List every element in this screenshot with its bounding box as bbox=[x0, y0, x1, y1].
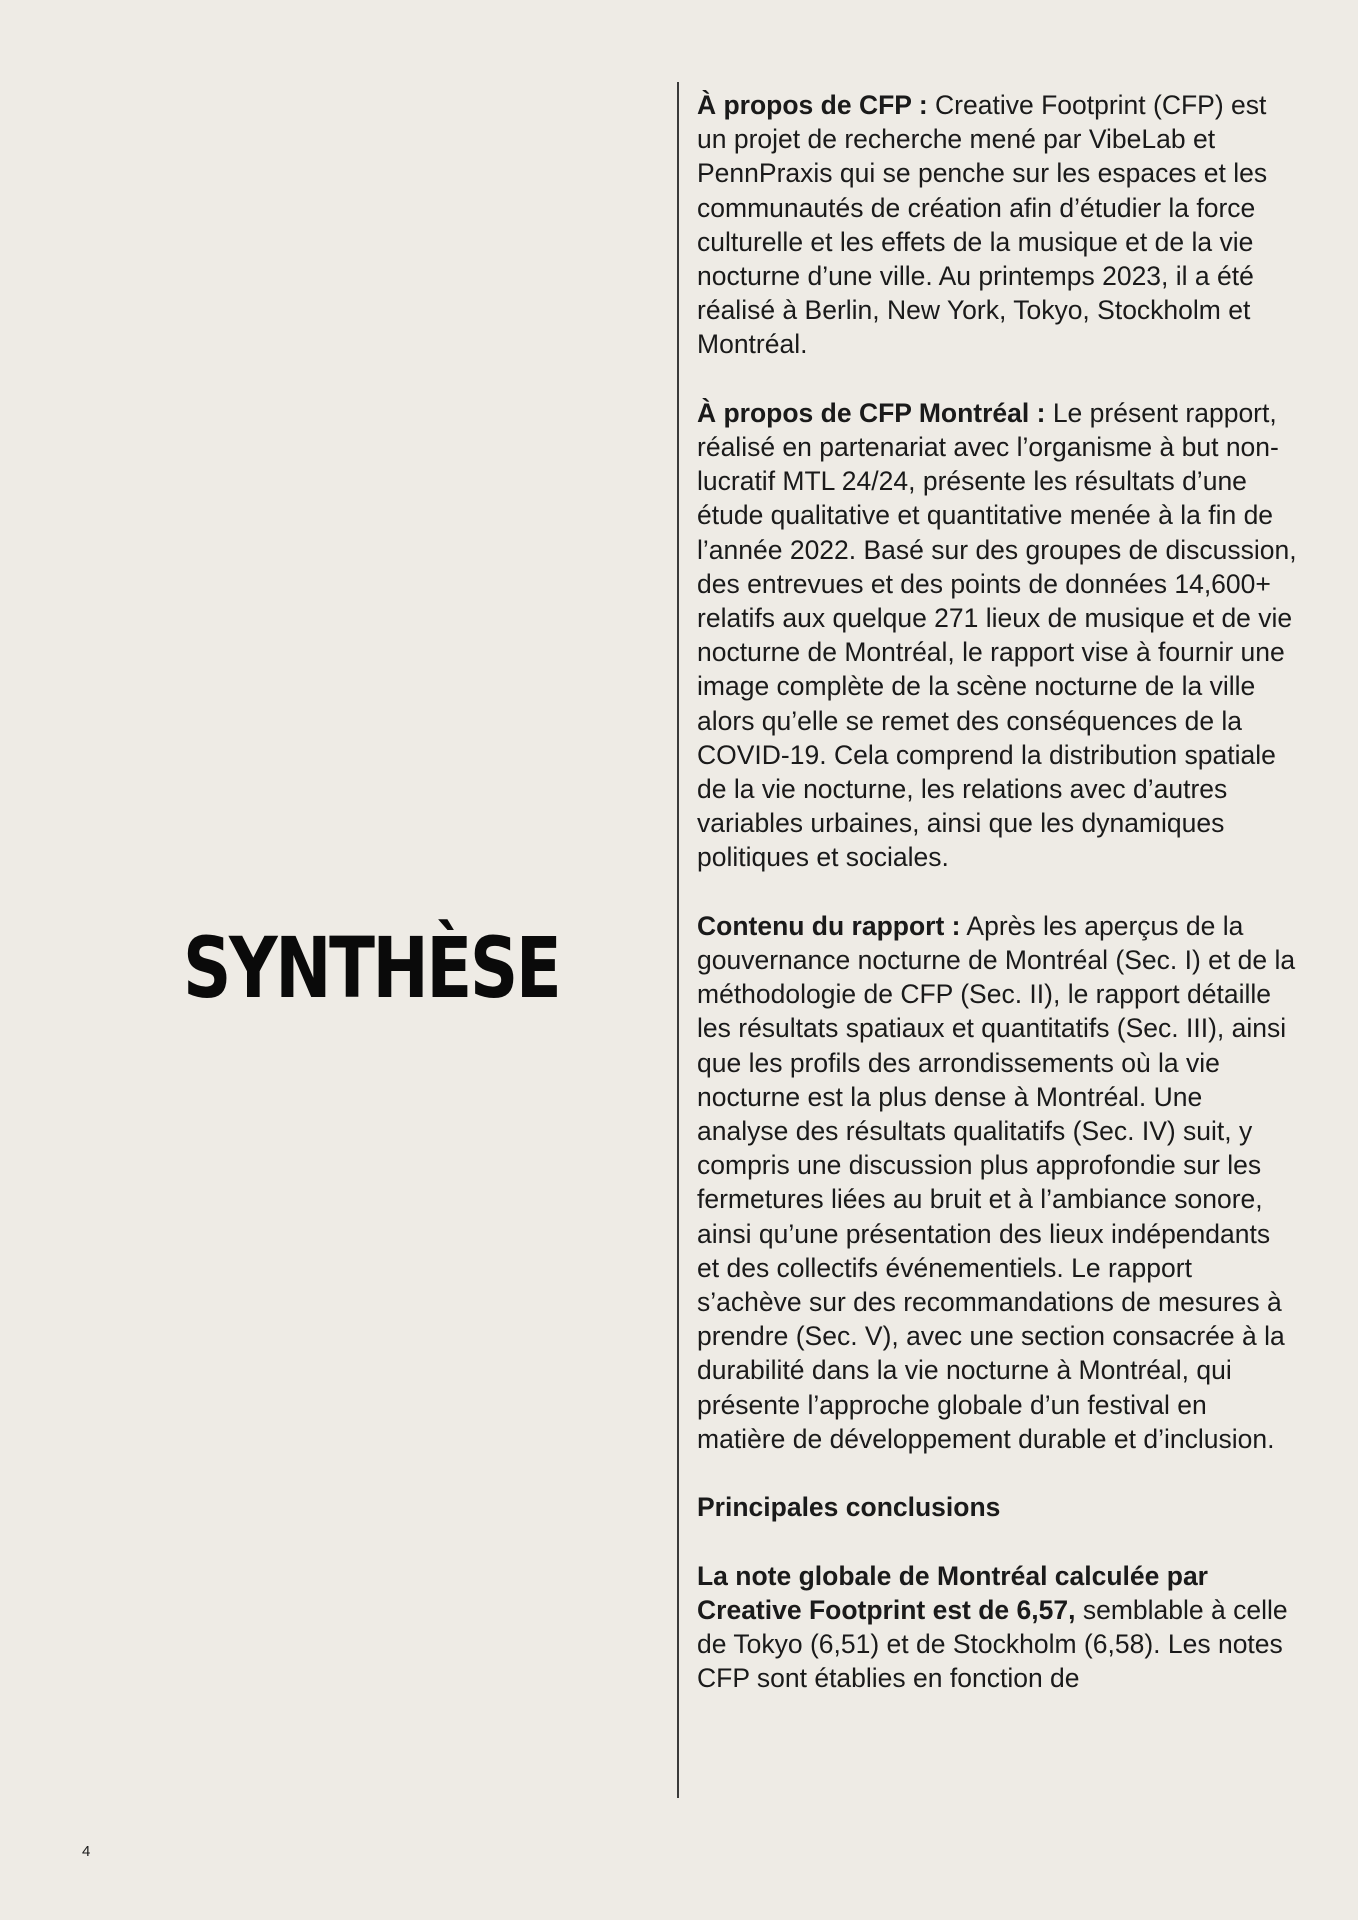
key-findings-text: semblable à celle de Tokyo (6,51) et de Stockholm (6,58). Les notes CFP sont établies en fonction de bbox=[697, 1594, 1288, 1694]
key-findings-heading-text: Principales conclusions bbox=[697, 1492, 1001, 1523]
paragraph-key-findings bbox=[697, 1559, 1297, 1696]
about-cfp-label: À propos de CFP : bbox=[697, 90, 928, 120]
vertical-divider bbox=[677, 82, 679, 1798]
about-cfp-montreal-label: À propos de CFP Montréal : bbox=[697, 397, 1046, 428]
key-findings-heading bbox=[697, 1490, 1297, 1524]
body-text-column bbox=[697, 88, 1297, 1695]
paragraph-about-cfp bbox=[697, 88, 1297, 362]
key-findings-bold: La note globale de Montréal calculée par Creative Footprint est de 6,57, bbox=[697, 1560, 1208, 1625]
paragraph-report-contents bbox=[697, 909, 1297, 1456]
page-title: SYNTHÈSE bbox=[183, 919, 560, 1017]
report-contents-label: Contenu du rapport : bbox=[697, 910, 961, 941]
paragraph-about-cfp-montreal bbox=[697, 396, 1297, 875]
page-number: 4 bbox=[82, 1843, 91, 1860]
report-contents-text: Après les aperçus de la gouvernance nocturne de Montréal (Sec. I) et de la méthodologie de CFP (Sec. II), le rapport détaille les résultats spatiaux et quantitatifs (Sec. III), ainsi que les profils des arrondissements où la vie nocturne est la plus dense à Montréal. Une analyse des résultats qualitatifs (Sec. IV) suit, y compris une discussion plus approfondie sur les fermetures liées au bruit et à l’ambiance sonore, ainsi qu’une présentation des lieux indépendants et des collectifs événementiels. Le rapport s’achève sur des recommandations de mesures à prendre (Sec. V), avec une section consacrée à la durabilité dans la vie nocturne à Montréal, qui présente l’approche globale d’un festival en matière de développement durable et d’inclusion. bbox=[697, 910, 1296, 1454]
about-cfp-text: Creative Footprint (CFP) est un projet de recherche mené par VibeLab et PennPraxis qui se penche sur les espaces et les communautés de création afin d’étudier la force culturelle et les effets de la musique et de la vie nocturne d’une ville. Au printemps 2023, il a été réalisé à Berlin, New York, Tokyo, Stockholm et Montréal. bbox=[697, 90, 1268, 360]
about-cfp-montreal-text: Le présent rapport, réalisé en partenariat avec l’organisme à but non-lucratif MTL 24/24, présente les résultats d’une étude qualitative et quantitative menée à la fin de l’année 2022. Basé sur des groupes de discussion, des entrevues et des points de données 14,600+ relatifs aux quelque 271 lieux de musique et de vie nocturne de Montréal, le rapport vise à fournir une image complète de la scène nocturne de la ville alors qu’elle se remet des conséquences de la COVID-19. Cela comprend la distribution spatiale de la vie nocturne, les relations avec d’autres variables urbaines, ainsi que les dynamiques politiques et sociales. bbox=[697, 397, 1297, 873]
